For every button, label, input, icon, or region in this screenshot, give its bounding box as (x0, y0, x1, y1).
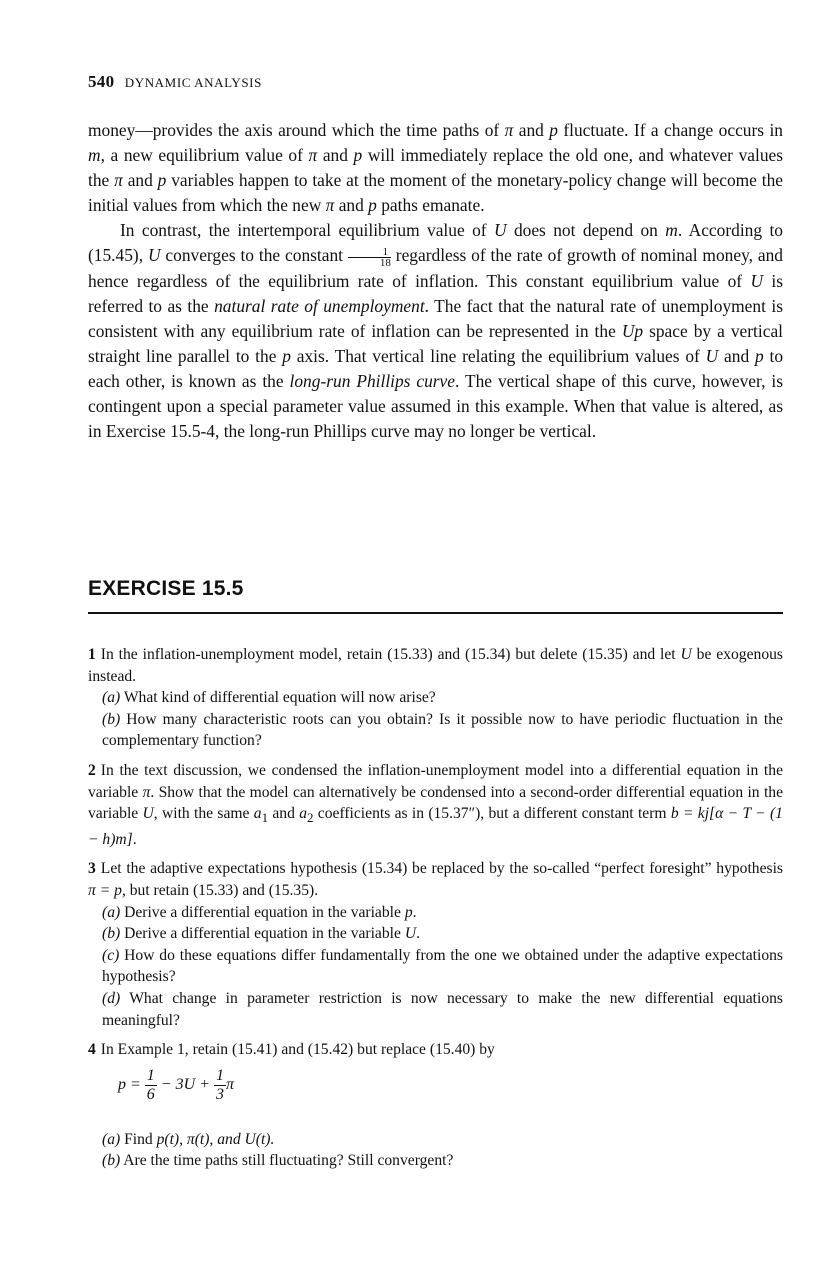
page-number: 540 (88, 72, 115, 91)
exercise-1b: (b) How many characteristic roots can you obtain? Is it possible now to have periodic fluctuation in the complementary function? (102, 710, 783, 750)
exercise-4: 4 In Example 1, retain (15.41) and (15.42) but replace (15.40) by p = $\frac{1}{6}$ − 3U + $\frac{1}{3}$ π (a) Find p(t), π(t), and U(t). (b) Are the time paths still fluctuating? Still convergent? (88, 1039, 783, 1172)
paragraph-2: In contrast, the intertemporal equilibrium value of U does not depend on m. According to (15.45), U converges to the constant $\frac{1}{18}$ regardless of the rate of growth of nominal money, and hence regardless of the equilibrium rate of inflation. This constant equilibrium value of U is referred to as the natural rate of unemployment. The fact that the natural rate of unemployment is consistent with any equilibrium rate of inflation can be represented in the Up space by a vertical straight line parallel to the p axis. That vertical line relating the equilibrium values of U and p to each other, is known as the long-run Phillips curve. The vertical shape of this curve, however, is contingent upon a special parameter value assumed in this example. When that value is altered, as in Exercise 15.5-4, the long-run Phillips curve may no longer be vertical. (88, 220, 784, 442)
term-long-run-phillips: long-run Phillips curve (289, 370, 455, 391)
body-text (88, 118, 783, 444)
exercise-3b: (b) Derive a differential equation in the variable U. (102, 925, 420, 943)
fraction-one-sixth: $\frac{1}{6}$ (146, 1066, 155, 1103)
exercise-list (88, 644, 783, 1180)
exercise-3d: (d) What change in parameter restriction is now necessary to make the new differential equations meaningful? (102, 990, 783, 1029)
equation-p: p = $\frac{1}{6}$ − 3U + $\frac{1}{3}$ π (118, 1066, 234, 1103)
fraction-one-third: $\frac{1}{3}$ (215, 1066, 224, 1103)
exercise-3c: (c) How do these equations differ fundamentally from the one we obtained under the adaptive expectations hypothesis? (102, 946, 784, 986)
paragraph-1: money—provides the axis around which the time paths of π and p fluctuate. If a change occurs in m, a new equilibrium value of π and p will immediately replace the old one, and whatever values the π and p variables happen to take at the moment of the monetary-policy change will become the initial values from which the new π and p paths emanate. (88, 120, 784, 216)
term-natural-rate: natural rate of unemployment (214, 295, 425, 316)
exercise-heading: EXERCISE 15.5 (88, 577, 244, 600)
heading-rule (88, 612, 783, 614)
running-title: DYNAMIC ANALYSIS (124, 75, 262, 90)
exercise-4b: (b) Are the time paths still fluctuating? Still convergent? (102, 1152, 454, 1170)
exercise-2: 2 In the text discussion, we condensed the inflation-unemployment model into a differential equation in the variable π. Show that the model can alternatively be condensed into a second-order differential equation in the variable U, with the same $a_1$ and $a_2$ coefficients as in (15.37″), but a different constant term b = kj[α − T − (1 − h)m]. (88, 761, 783, 848)
running-head (88, 72, 262, 92)
fraction-one-eighteenth: $\frac{1}{18}$ (348, 247, 391, 268)
exercise-1: 1 In the inflation-unemployment model, retain (15.33) and (15.34) but delete (15.35) and let U be exogenous instead. (a) What kind of differential equation will now arise? (b) How many characteristic roots can you obtain? Is it possible now to have periodic fluctuation in the complementary function? (88, 644, 783, 752)
exercise-3a: (a) Derive a differential equation in the variable p. (102, 903, 417, 921)
exercise-1a: (a) What kind of differential equation will now arise? (102, 689, 436, 707)
exercise-4a: (a) Find p(t), π(t), and U(t). (102, 1130, 275, 1148)
exercise-3: 3 Let the adaptive expectations hypothesis (15.34) be replaced by the so-called “perfect foresight” hypothesis π = p, but retain (15.33) and (15.35). (a) Derive a differential equation in the variable p. (b) Derive a differential equation in the variable U. (c) How do these equations differ fundamentally from the one we obtained under the adaptive expectations hypothesis? (d) What change in parameter restriction is now necessary to make the new differential equations meaningful? (88, 858, 783, 1031)
